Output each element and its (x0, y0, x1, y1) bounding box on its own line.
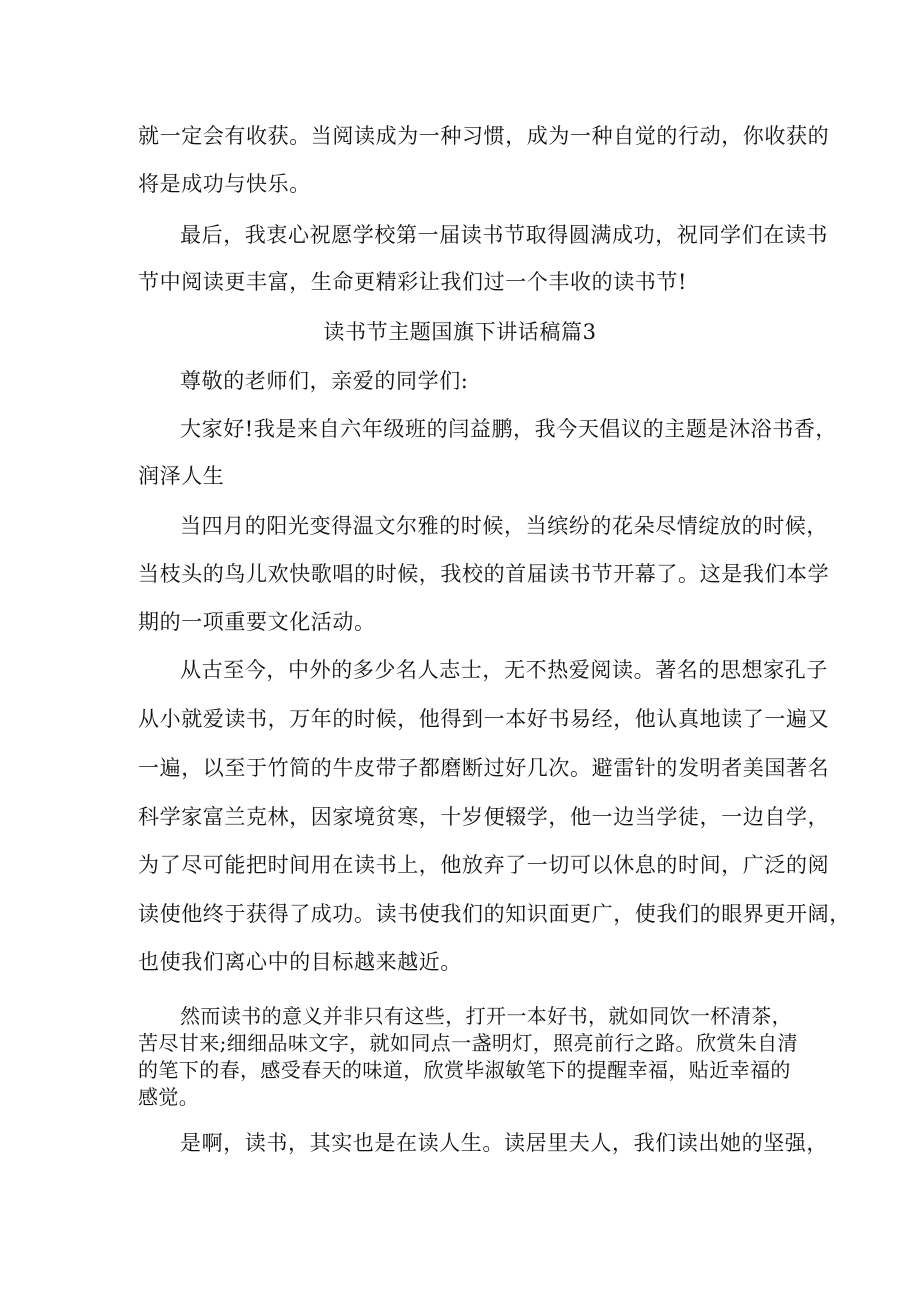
paragraph-line: 当枝头的鸟儿欢快歌唱的时候，我校的首届读书节开幕了。这是我们本学 (138, 562, 830, 586)
paragraph-line: 最后，我衷心祝愿学校第一届读书节取得圆满成功，祝同学们在读书 (180, 223, 828, 247)
paragraph-line: 从小就爱读书，万年的时候，他得到一本好书易经，他认真地读了一遍又 (138, 707, 830, 731)
paragraph-line: 也使我们离心中的目标越来越近。 (138, 950, 462, 974)
paragraph-line: 节中阅读更丰富，生命更精彩让我们过一个丰收的读书节! (138, 270, 688, 294)
paragraph-line: 读使他终于获得了成功。读书使我们的知识面更广，使我们的眼界更开阔， (138, 902, 851, 926)
salutation: 尊敬的老师们，亲爱的同学们: (180, 369, 469, 393)
paragraph-line: 从古至今，中外的多少名人志士，无不热爱阅读。著名的思想家孔子 (180, 658, 828, 682)
paragraph-line: 是啊，读书，其实也是在读人生。读居里夫人，我们读出她的坚强， (180, 1131, 828, 1155)
paragraph-line: 感觉。 (138, 1085, 200, 1109)
paragraph-line: 一遍，以至于竹简的牛皮带子都磨断过好几次。避雷针的发明者美国著名 (138, 756, 830, 780)
paragraph-line: 润泽人生 (138, 464, 225, 488)
paragraph-line: 就一定会有收获。当阅读成为一种习惯，成为一种自觉的行动，你收获的 (138, 124, 830, 148)
paragraph-line: 当四月的阳光变得温文尔雅的时候，当缤纷的花朵尽情绽放的时候， (180, 514, 828, 538)
paragraph-line: 科学家富兰克林，因家境贫寒，十岁便辍学，他一边当学徒，一边自学， (138, 805, 830, 829)
paragraph-line: 将是成功与快乐。 (138, 172, 311, 196)
paragraph-line: 为了尽可能把时间用在读书上，他放弃了一切可以休息的时间，广泛的阅 (138, 853, 830, 877)
paragraph-line: 苦尽甘来;细细品味文字，就如同点一盏明灯，照亮前行之路。欣赏朱自清 (138, 1031, 798, 1055)
paragraph-line: 然而读书的意义并非只有这些，打开一本好书，就如同饮一杯清茶， (180, 1004, 792, 1028)
paragraph-line: 的笔下的春，感受春天的味道，欣赏毕淑敏笔下的提醒幸福，贴近幸福的 (138, 1058, 791, 1082)
section-title: 读书节主题国旗下讲话稿篇3 (323, 320, 597, 344)
paragraph-line: 大家好!我是来自六年级班的闫益鹏，我今天倡议的主题是沐浴书香， (180, 417, 838, 441)
paragraph-line: 期的一项重要文化活动。 (138, 610, 376, 634)
